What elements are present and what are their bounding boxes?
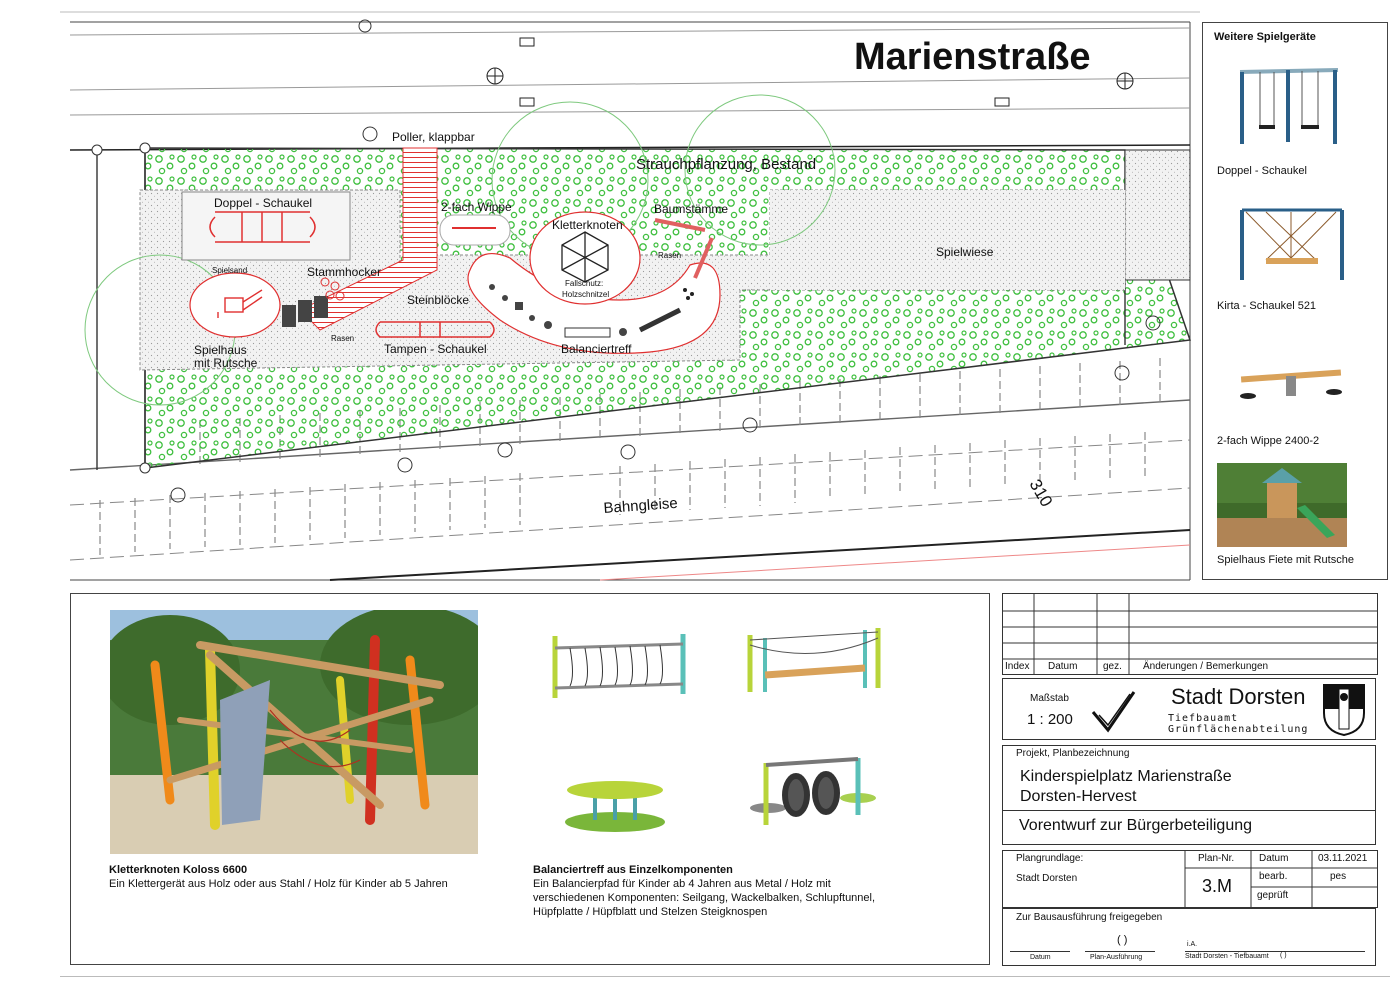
signature-stadt: Stadt Dorsten - Tiefbauamt — [1185, 953, 1269, 960]
city-crest-icon — [1322, 683, 1366, 737]
label-spielwiese: Spielwiese — [936, 245, 994, 259]
geprueft-label: geprüft — [1257, 890, 1289, 901]
dept-line-1: Tiefbauamt — [1168, 713, 1239, 724]
scale-label: Maßstab — [1030, 693, 1069, 704]
plangrundlage-value: Stadt Dorsten — [1016, 873, 1078, 884]
signature-planausf: Plan-Ausführung — [1090, 954, 1143, 961]
balancier-desc-1: Ein Balancierpfad für Kinder ab 4 Jahren aus Metal / Holz mit — [533, 878, 831, 890]
balancier-desc-3: Hüpfplatte / Hüpfblatt und Stelzen Steigknospen — [533, 906, 768, 918]
label-tampen-schaukel: Tampen - Schaukel — [384, 342, 487, 356]
signature-paren: ( ) — [1280, 952, 1287, 959]
spielhaus-photo — [1217, 463, 1347, 547]
label-holzschnitzel: Holzschnitzel — [562, 290, 610, 299]
label-steinbloecke: Steinblöcke — [407, 293, 470, 307]
scale-value: 1 : 200 — [1027, 711, 1073, 728]
rev-header-aenderungen: Änderungen / Bemerkungen — [1143, 661, 1269, 672]
city-name: Stadt Dorsten — [1171, 684, 1306, 709]
balancier-component-huepfplatte — [560, 775, 670, 835]
signature-line-plan — [1085, 951, 1155, 952]
kletterknoten-photo — [110, 610, 478, 854]
label-stammhocker: Stammhocker — [307, 265, 382, 279]
kirta-schaukel-image — [1236, 198, 1351, 283]
project-line-2: Dorsten-Hervest — [1020, 788, 1137, 805]
plannr-label: Plan-Nr. — [1198, 853, 1235, 864]
project-line-1: Kinderspielplatz Marienstraße — [1020, 768, 1232, 785]
bearb-value: pes — [1330, 871, 1347, 882]
datum-value: 03.11.2021 — [1318, 853, 1368, 864]
doppel-schaukel-image — [1230, 62, 1345, 147]
rev-header-index: Index — [1005, 661, 1030, 672]
approval-paren: ( ) — [1117, 934, 1128, 946]
sidebar-item-spielhaus: Spielhaus Fiete mit Rutsche — [1217, 554, 1354, 566]
dept-line-2: Grünflächenabteilung — [1168, 724, 1309, 735]
label-strauchpflanzung: Strauchpflanzung, Bestand — [636, 156, 817, 173]
label-poller: Poller, klappbar — [392, 130, 475, 144]
label-rasen-1: Rasen — [658, 251, 682, 260]
balancier-title: Balanciertreff aus Einzelkomponenten — [533, 864, 733, 876]
kletterknoten-title: Kletterknoten Koloss 6600 — [109, 864, 248, 876]
datum-label: Datum — [1259, 853, 1289, 864]
rev-header-gez: gez. — [1103, 661, 1122, 672]
label-2fach-wippe: 2-fach Wippe — [441, 200, 512, 214]
label-baumstaemme: Baumstämme — [654, 202, 729, 216]
label-balanciertreff: Balanciertreff — [561, 342, 632, 356]
balancier-component-schlupftunnel — [748, 753, 878, 831]
label-spielhaus-1: Spielhaus — [194, 343, 247, 357]
project-label: Projekt, Planbezeichnung — [1016, 748, 1130, 759]
signature-line-stadt — [1185, 951, 1365, 952]
approval-label: Zur Bausausführung freigegeben — [1016, 912, 1163, 923]
label-doppel-schaukel: Doppel - Schaukel — [214, 196, 313, 210]
label-spielsand: Spielsand — [212, 266, 248, 275]
signature-datum: Datum — [1030, 954, 1051, 961]
balancier-component-wackelbalken — [740, 620, 888, 698]
label-spielhaus-2: mit Rutsche — [194, 356, 258, 370]
plannr-value: 3.M — [1202, 876, 1233, 896]
label-kletterknoten: Kletterknoten — [552, 218, 623, 232]
label-bahngleise: Bahngleise — [603, 494, 679, 517]
vorentwurf-title: Vorentwurf zur Bürgerbeteiligung — [1019, 817, 1253, 834]
sidebar-item-wippe: 2-fach Wippe 2400-2 — [1217, 435, 1320, 447]
label-rasen-2: Rasen — [331, 334, 355, 343]
project-divider — [1002, 810, 1376, 811]
approval-ia: i.A. — [1187, 941, 1198, 948]
balancier-component-seilgang — [545, 626, 693, 704]
kletterknoten-desc: Ein Klettergerät aus Holz oder aus Stahl / Holz für Kinder ab 5 Jahren — [109, 878, 448, 890]
bearb-label: bearb. — [1259, 871, 1288, 882]
rev-header-datum: Datum — [1048, 661, 1078, 672]
sidebar-item-doppel-schaukel: Doppel - Schaukel — [1217, 165, 1307, 177]
label-fallschutz: Fallschutz: — [565, 279, 604, 288]
sidebar-title: Weitere Spielgeräte — [1214, 31, 1316, 43]
bottom-rule — [60, 976, 1390, 977]
sidebar-item-kirta-schaukel: Kirta - Schaukel 521 — [1217, 300, 1317, 312]
plangrundlage-label: Plangrundlage: — [1016, 853, 1084, 864]
label-km: 310 — [1025, 476, 1057, 511]
street-title: Marienstraße — [854, 36, 1091, 78]
signature-line-datum — [1010, 951, 1070, 952]
checkmark-icon — [1090, 688, 1138, 734]
wippe-image — [1236, 358, 1351, 403]
balancier-desc-2: verschiedenen Komponenten: Seilgang, Wackelbalken, Schlupftunnel, — [533, 892, 876, 904]
